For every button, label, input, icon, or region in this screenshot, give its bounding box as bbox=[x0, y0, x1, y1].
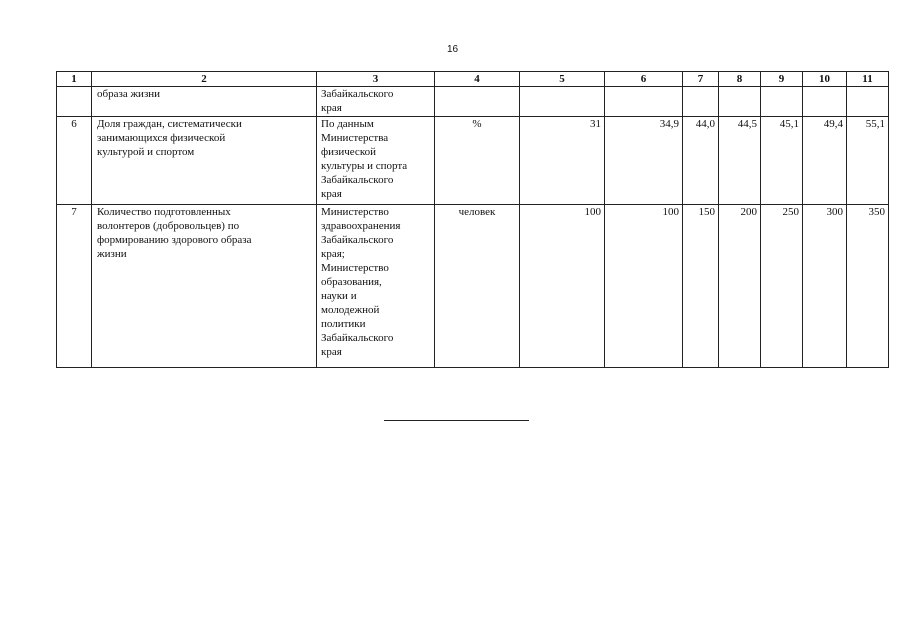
value-cell: 150 bbox=[683, 205, 719, 368]
value-cell: 100 bbox=[520, 205, 605, 368]
indicator-name bbox=[92, 117, 317, 205]
name-line: культурой и спортом bbox=[97, 146, 195, 158]
indicators-table bbox=[56, 71, 889, 368]
value-cell: 44,5 bbox=[719, 117, 761, 205]
column-header: 1 bbox=[57, 72, 92, 87]
name-line: Доля граждан, систематически bbox=[97, 118, 242, 130]
source-line: края bbox=[321, 188, 342, 200]
value-cell bbox=[719, 87, 761, 117]
source-line: Министерства bbox=[321, 132, 389, 144]
footer-divider bbox=[384, 420, 529, 421]
table-row bbox=[57, 87, 889, 117]
value-cell: 45,1 bbox=[761, 117, 803, 205]
value-cell bbox=[605, 87, 683, 117]
value-cell: 34,9 bbox=[605, 117, 683, 205]
indicator-source bbox=[317, 87, 435, 117]
row-number bbox=[57, 87, 92, 117]
source-line: Забайкальского bbox=[321, 88, 394, 100]
source-line: Забайкальского bbox=[321, 234, 394, 246]
column-header: 10 bbox=[803, 72, 847, 87]
column-header: 4 bbox=[435, 72, 520, 87]
value-cell: 300 bbox=[803, 205, 847, 368]
column-header: 5 bbox=[520, 72, 605, 87]
column-header: 6 bbox=[605, 72, 683, 87]
name-line: жизни bbox=[97, 248, 127, 260]
value-cell bbox=[520, 87, 605, 117]
unit-cell: % bbox=[435, 117, 520, 205]
value-cell: 55,1 bbox=[847, 117, 889, 205]
row-number: 6 bbox=[57, 117, 92, 205]
source-line: здравоохранения bbox=[321, 220, 401, 232]
source-line: Министерство bbox=[321, 206, 389, 218]
value-cell: 200 bbox=[719, 205, 761, 368]
table-row bbox=[57, 117, 889, 205]
column-header: 9 bbox=[761, 72, 803, 87]
page-number: 16 bbox=[446, 44, 459, 55]
source-line: политики bbox=[321, 318, 366, 330]
value-cell: 100 bbox=[605, 205, 683, 368]
value-cell bbox=[803, 87, 847, 117]
name-line: волонтеров (добровольцев) по bbox=[97, 220, 240, 232]
column-header: 11 bbox=[847, 72, 889, 87]
value-cell bbox=[847, 87, 889, 117]
value-cell bbox=[683, 87, 719, 117]
column-header: 2 bbox=[92, 72, 317, 87]
value-cell: 250 bbox=[761, 205, 803, 368]
source-line: Забайкальского bbox=[321, 174, 394, 186]
value-cell: 350 bbox=[847, 205, 889, 368]
source-line: Министерство bbox=[321, 262, 389, 274]
header-row bbox=[57, 72, 889, 87]
value-cell: 49,4 bbox=[803, 117, 847, 205]
source-line: Забайкальского bbox=[321, 332, 394, 344]
table-row bbox=[57, 205, 889, 368]
name-line: Количество подготовленных bbox=[97, 206, 231, 218]
value-cell: 31 bbox=[520, 117, 605, 205]
value-cell bbox=[761, 87, 803, 117]
indicator-name bbox=[92, 205, 317, 368]
source-line: края; bbox=[321, 248, 345, 260]
column-header: 8 bbox=[719, 72, 761, 87]
unit-cell: человек bbox=[435, 205, 520, 368]
indicator-name bbox=[92, 87, 317, 117]
source-line: По данным bbox=[321, 118, 374, 130]
row-number: 7 bbox=[57, 205, 92, 368]
value-cell: 44,0 bbox=[683, 117, 719, 205]
column-header: 3 bbox=[317, 72, 435, 87]
indicator-source bbox=[317, 117, 435, 205]
source-line: образования, bbox=[321, 276, 382, 288]
indicator-source bbox=[317, 205, 435, 368]
source-line: молодежной bbox=[321, 304, 380, 316]
source-line: науки и bbox=[321, 290, 357, 302]
source-line: края bbox=[321, 346, 342, 358]
column-header: 7 bbox=[683, 72, 719, 87]
name-line: образа жизни bbox=[97, 88, 161, 100]
source-line: культуры и спорта bbox=[321, 160, 408, 172]
source-line: физической bbox=[321, 146, 376, 158]
source-line: края bbox=[321, 102, 342, 114]
unit-cell bbox=[435, 87, 520, 117]
name-line: занимающихся физической bbox=[97, 132, 226, 144]
name-line: формированию здорового образа bbox=[97, 234, 252, 246]
